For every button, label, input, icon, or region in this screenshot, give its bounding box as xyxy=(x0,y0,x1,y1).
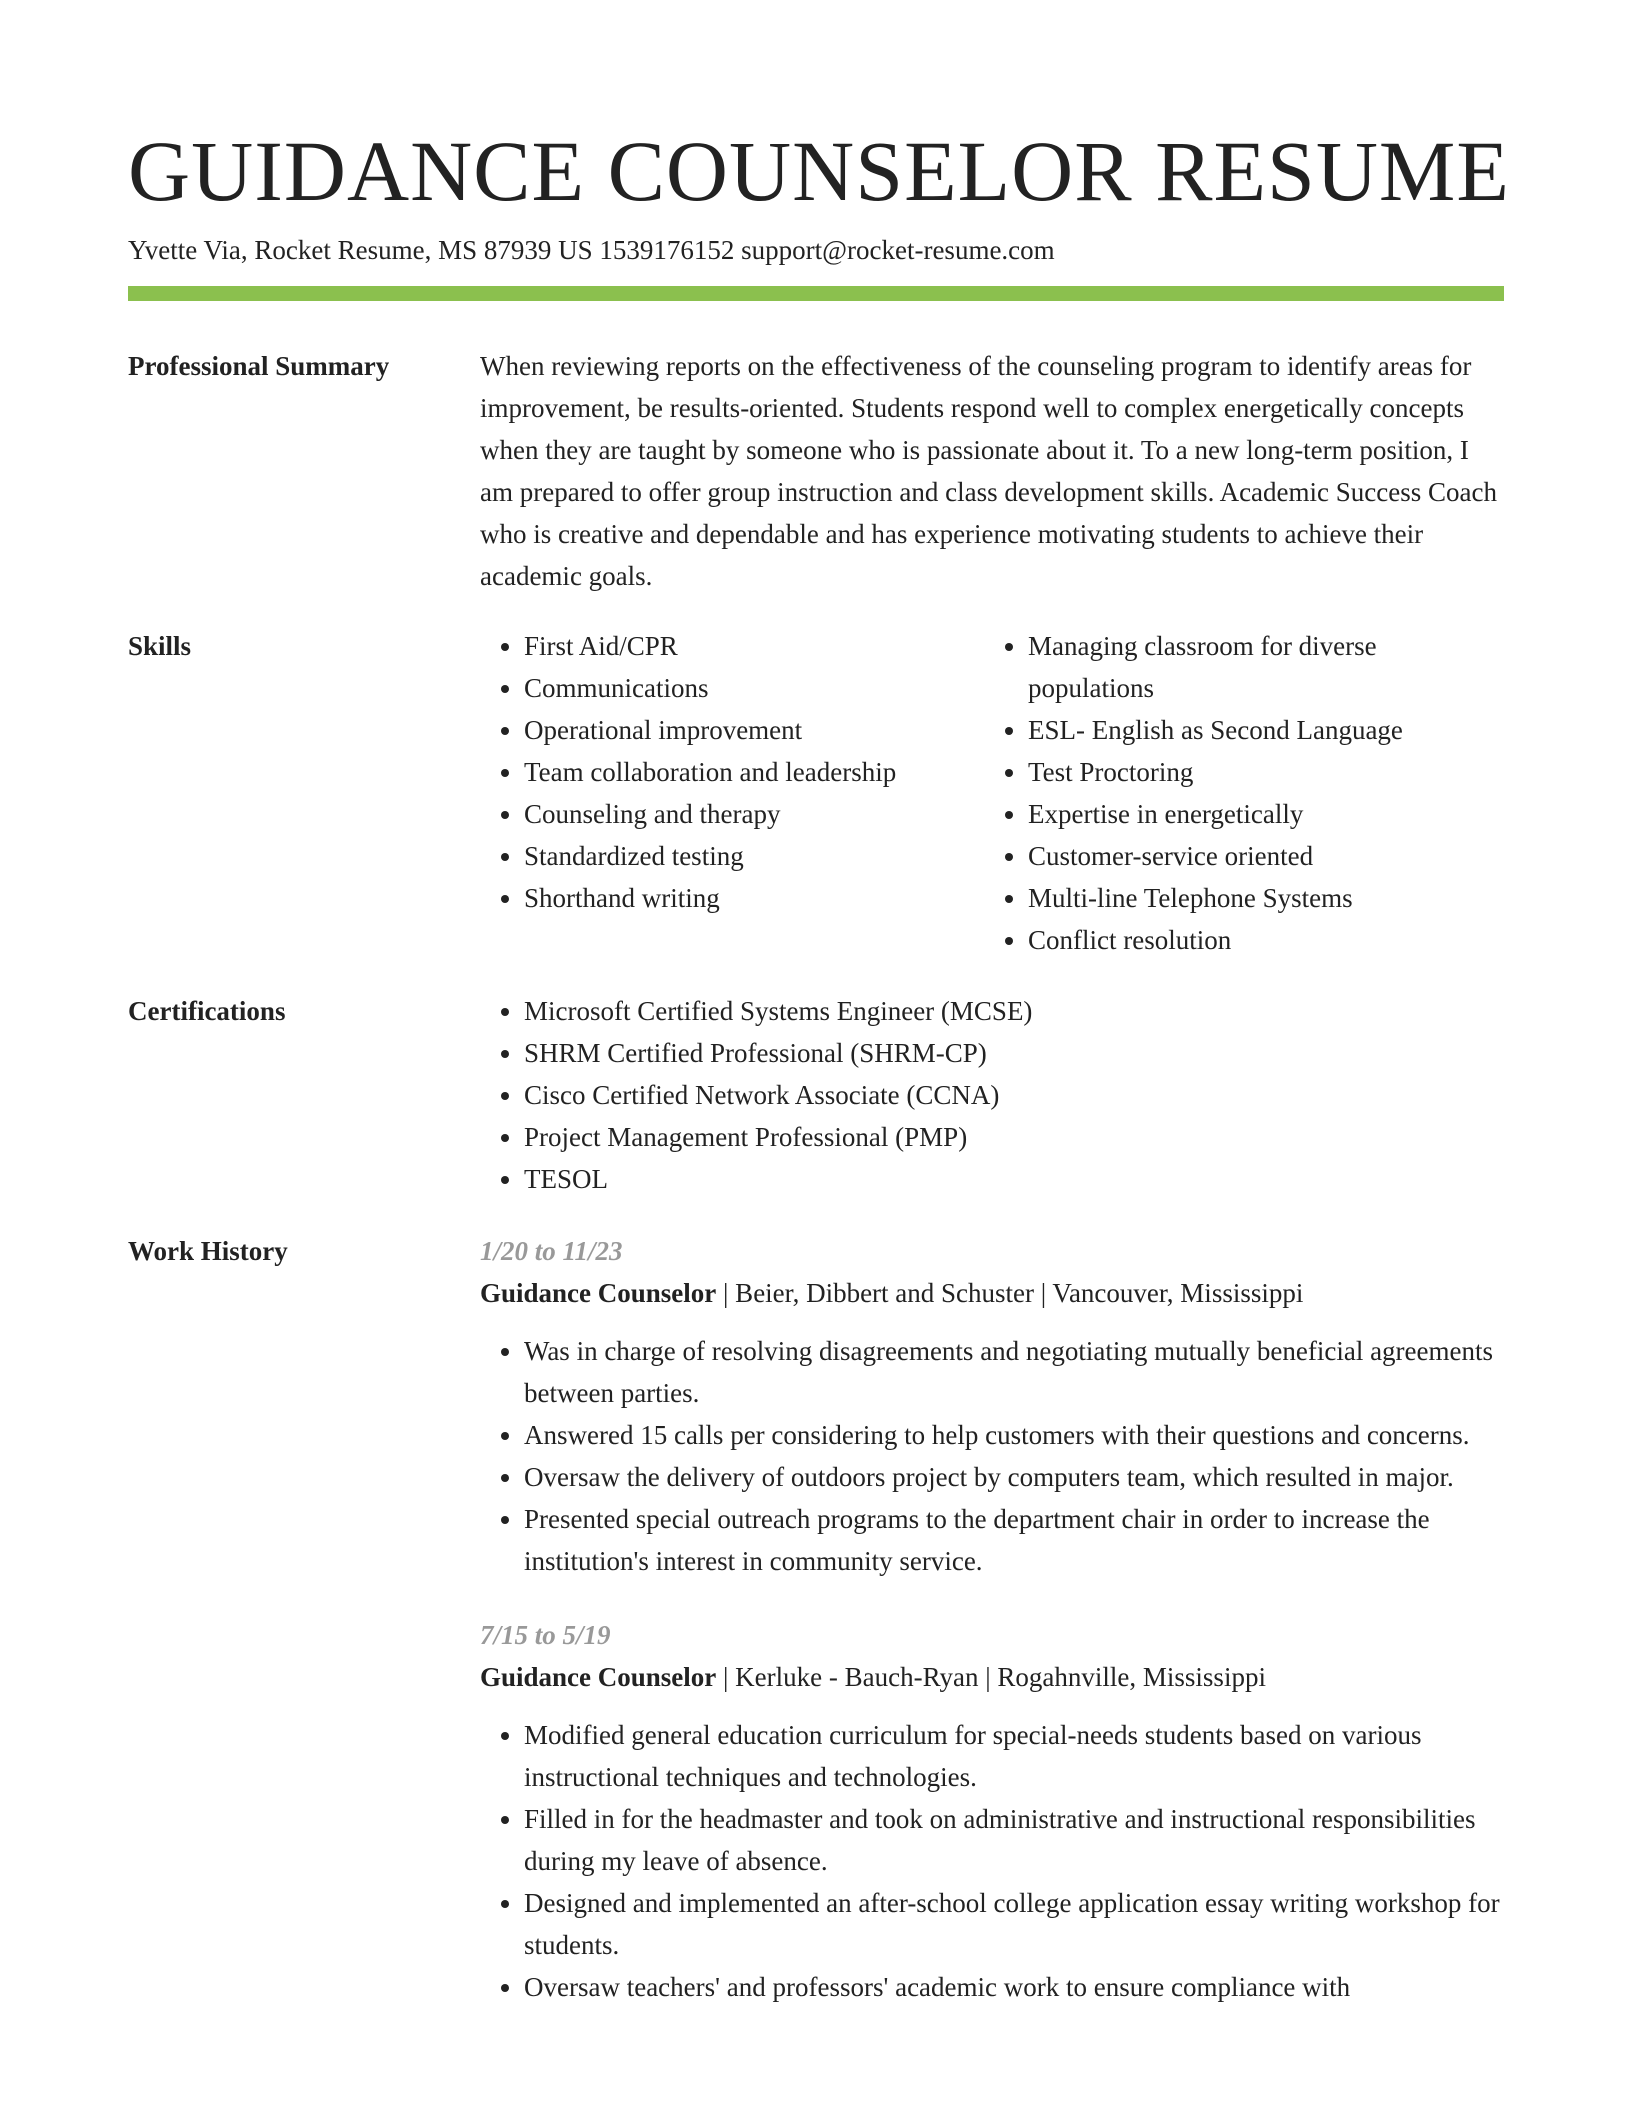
skill-item: • ESL- English as Second Language xyxy=(1028,709,1488,751)
skill-item: • Customer-service oriented xyxy=(1028,835,1488,877)
job-entry xyxy=(480,1614,1504,2008)
job-duty: • Answered 15 calls per considering to help customers with their questions and concerns. xyxy=(524,1414,1504,1456)
skill-item: • Multi-line Telephone Systems xyxy=(1028,877,1488,919)
skills-column-left xyxy=(480,625,984,961)
skills-list-left xyxy=(480,625,984,919)
job-duty: • Oversaw teachers' and professors' academic work to ensure compliance with xyxy=(524,1966,1504,2008)
job-duties-list xyxy=(480,1330,1504,1582)
job-dates: 7/15 to 5/19 xyxy=(480,1620,611,1650)
job-heading xyxy=(480,1272,1504,1314)
job-duties-list xyxy=(480,1714,1504,2008)
job-duty: • Oversaw the delivery of outdoors project by computers team, which resulted in major. xyxy=(524,1456,1504,1498)
skill-item: • Shorthand writing xyxy=(524,877,984,919)
job-company-line: | Kerluke - Bauch-Ryan | Rogahnville, Mississippi xyxy=(716,1662,1266,1692)
skills-body xyxy=(480,625,1504,961)
skill-item: • Team collaboration and leadership xyxy=(524,751,984,793)
certifications-list xyxy=(480,990,1504,1200)
certifications-label: Certifications xyxy=(128,996,286,1026)
job-dates: 1/20 to 11/23 xyxy=(480,1236,623,1266)
summary-label: Professional Summary xyxy=(128,351,390,381)
skill-item: • Expertise in energetically xyxy=(1028,793,1488,835)
job-heading xyxy=(480,1656,1504,1698)
skills-label: Skills xyxy=(128,631,192,661)
contact-info: Yvette Via, Rocket Resume, MS 87939 US 1539176152 support@rocket-resume.com xyxy=(128,235,1055,265)
skill-item: • Conflict resolution xyxy=(1028,919,1488,961)
skill-item: • Test Proctoring xyxy=(1028,751,1488,793)
skill-item: • Managing classroom for diverse populations xyxy=(1028,625,1488,709)
work-history-label: Work History xyxy=(128,1236,288,1266)
skill-item: • Communications xyxy=(524,667,984,709)
job-duty: • Presented special outreach programs to the department chair in order to increase the institution's interest in community service. xyxy=(524,1498,1504,1582)
certification-item: • Cisco Certified Network Associate (CCNA) xyxy=(524,1074,1504,1116)
certification-item: • Project Management Professional (PMP) xyxy=(524,1116,1504,1158)
skills-column-right xyxy=(984,625,1488,961)
job-entry xyxy=(480,1230,1504,1582)
job-duty: • Modified general education curriculum for special-needs students based on various instructional techniques and technologies. xyxy=(524,1714,1504,1798)
skill-item: • First Aid/CPR xyxy=(524,625,984,667)
skill-item: • Counseling and therapy xyxy=(524,793,984,835)
job-company-line: | Beier, Dibbert and Schuster | Vancouver, Mississippi xyxy=(716,1278,1304,1308)
certification-item: • TESOL xyxy=(524,1158,1504,1200)
certification-item: • Microsoft Certified Systems Engineer (MCSE) xyxy=(524,990,1504,1032)
certifications-body xyxy=(480,990,1504,1200)
job-title: Guidance Counselor xyxy=(480,1662,717,1692)
skill-item: • Standardized testing xyxy=(524,835,984,877)
job-duty: • Filled in for the headmaster and took on administrative and instructional responsibilities during my leave of absence. xyxy=(524,1798,1504,1882)
summary-body xyxy=(480,345,1504,597)
job-duty: • Was in charge of resolving disagreements and negotiating mutually beneficial agreements between parties. xyxy=(524,1330,1504,1414)
certification-item: • SHRM Certified Professional (SHRM-CP) xyxy=(524,1032,1504,1074)
summary-text: When reviewing reports on the effectiveness of the counseling program to identify areas for improvement, be results-oriented. Students respond well to complex energetically concepts when they are taught by someone who is passionate about it. To a new long-term position, I am prepared to offer group instruction and class development skills. Academic Success Coach who is creative and dependable and has experience motivating students to achieve their academic goals. xyxy=(480,351,1497,591)
work-history-body xyxy=(480,1230,1504,2008)
job-duty: • Designed and implemented an after-school college application essay writing workshop for students. xyxy=(524,1882,1504,1966)
resume-title: GUIDANCE COUNSELOR RESUME xyxy=(128,123,1510,219)
skills-list-right xyxy=(984,625,1488,961)
accent-divider xyxy=(128,286,1504,301)
job-title: Guidance Counselor xyxy=(480,1278,717,1308)
skill-item: • Operational improvement xyxy=(524,709,984,751)
